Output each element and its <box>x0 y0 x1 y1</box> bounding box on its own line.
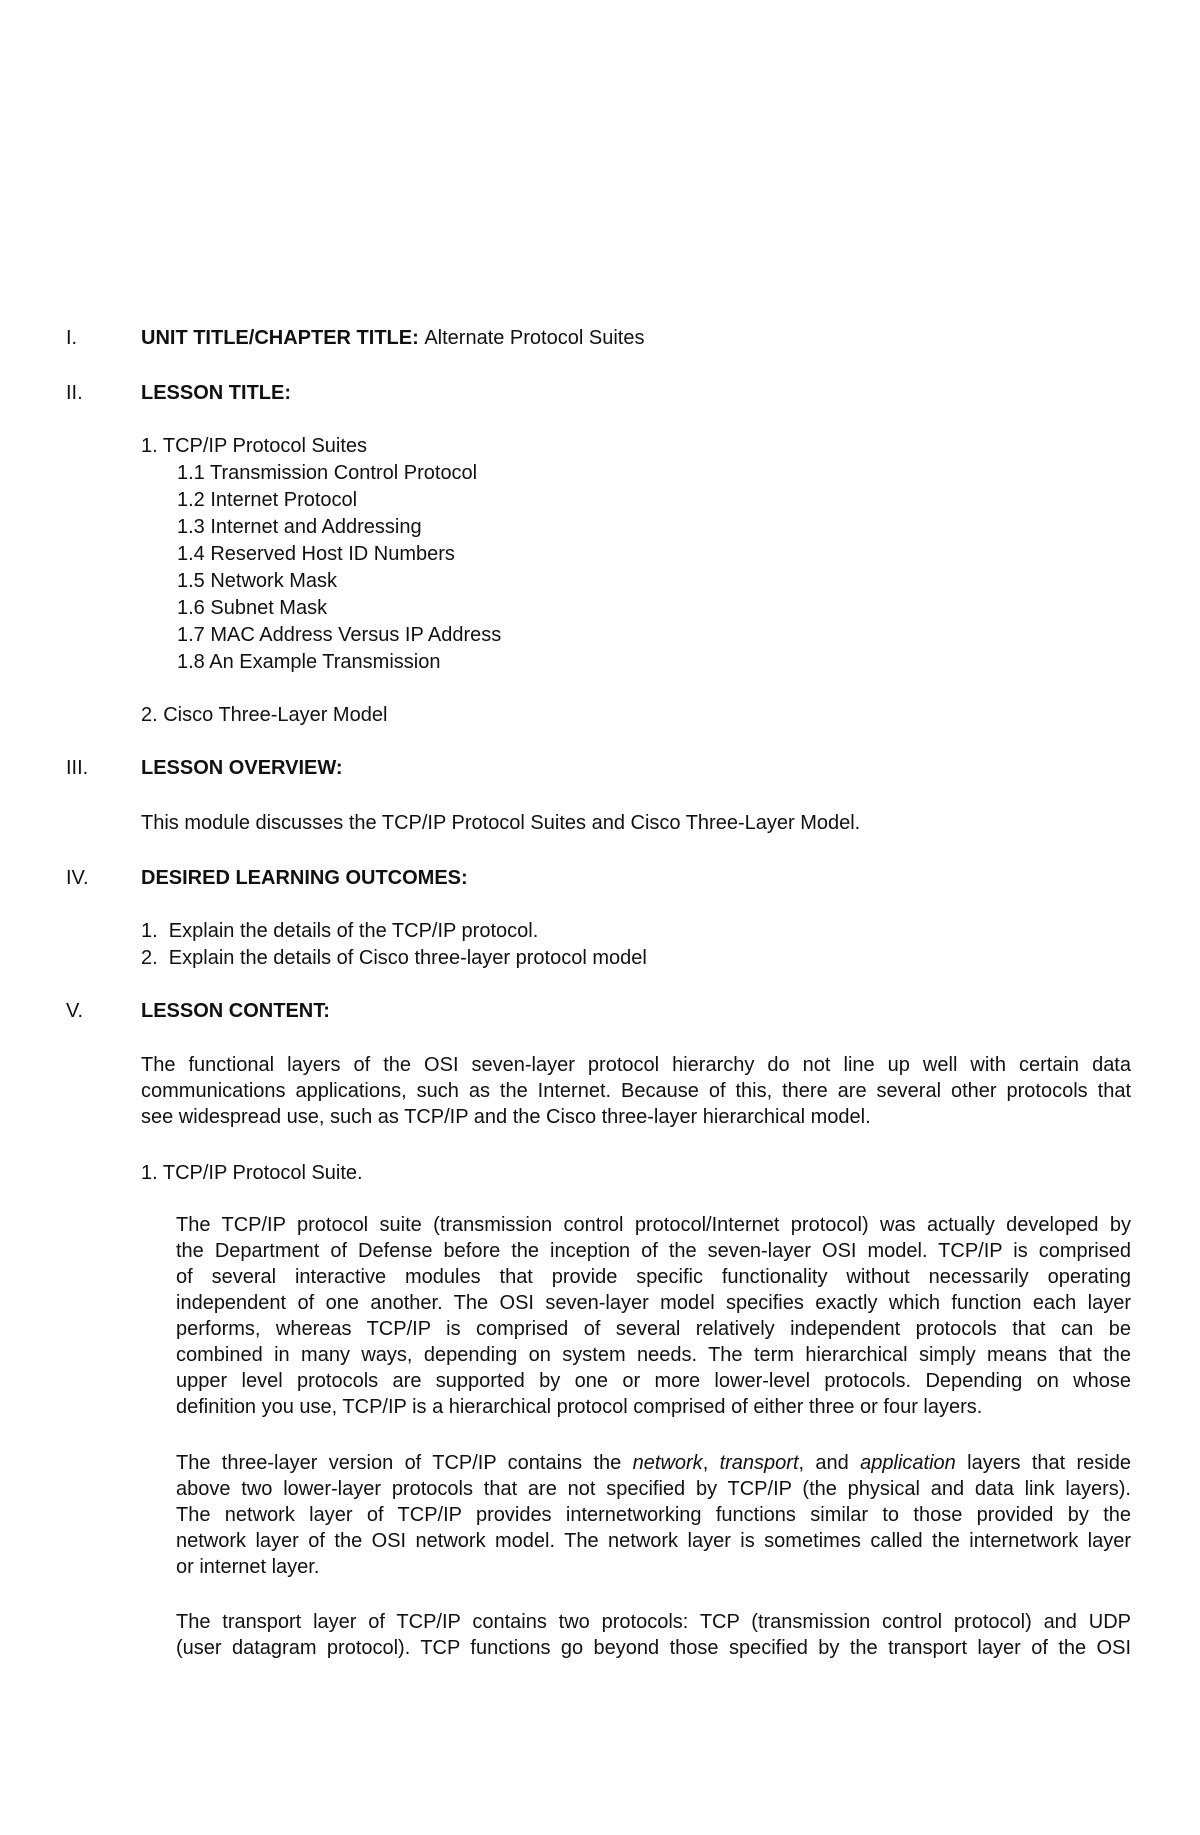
paragraph-line: communications applications, such as the Internet. Because of this, there are several other protocols that <box>141 1080 1131 1102</box>
italic-term: application <box>860 1452 956 1474</box>
heading-label: UNIT TITLE/CHAPTER TITLE: <box>141 327 419 349</box>
paragraph-line: definition you use, TCP/IP is a hierarchical protocol comprised of either three or four layers. <box>176 1396 983 1418</box>
text-run: The three-layer version of TCP/IP contains the <box>176 1452 633 1474</box>
overview-text: This module discusses the TCP/IP Protocol Suites and Cisco Three-Layer Model. <box>141 812 861 834</box>
section-numeral: II. <box>66 382 83 404</box>
paragraph-line: of several interactive modules that provide specific functionality without necessarily operating <box>176 1266 1131 1288</box>
text-run: , and <box>798 1452 861 1474</box>
section-heading: LESSON TITLE: <box>141 382 291 404</box>
lesson-item: 2. Cisco Three-Layer Model <box>141 704 388 726</box>
text-run: layers that reside <box>955 1452 1131 1474</box>
paragraph-line: or internet layer. <box>176 1556 320 1578</box>
unit-title-value: Alternate Protocol Suites <box>424 327 645 349</box>
section-heading: LESSON OVERVIEW: <box>141 757 343 779</box>
paragraph-line: see widespread use, such as TCP/IP and the Cisco three-layer hierarchical model. <box>141 1106 871 1128</box>
paragraph-line: network layer of the OSI network model. The network layer is sometimes called the internetwork layer <box>176 1530 1131 1552</box>
section-heading: DESIRED LEARNING OUTCOMES: <box>141 867 468 889</box>
content-intro-paragraph <box>141 1052 1131 1130</box>
section-numeral: IV. <box>66 867 89 889</box>
section-numeral: III. <box>66 757 89 779</box>
paragraph-line: (user datagram protocol). TCP functions go beyond those specified by the transport layer of the OSI <box>176 1637 1131 1659</box>
lesson-item: 1.2 Internet Protocol <box>177 489 358 511</box>
outcome-item: 2. Explain the details of Cisco three-layer protocol model <box>141 947 647 969</box>
paragraph-line: the Department of Defense before the inception of the seven-layer OSI model. TCP/IP is comprised <box>176 1240 1131 1262</box>
content-subheading: 1. TCP/IP Protocol Suite. <box>141 1162 363 1184</box>
paragraph-line: The functional layers of the OSI seven-layer protocol hierarchy do not line up well with certain data <box>141 1054 1131 1076</box>
section-heading: LESSON CONTENT: <box>141 1000 330 1022</box>
italic-term: network <box>632 1452 703 1474</box>
tcpip-paragraph-1 <box>176 1212 1131 1420</box>
section-numeral: I. <box>66 327 78 349</box>
paragraph-line: upper level protocols are supported by one or more lower-level protocols. Depending on whose <box>176 1370 1131 1392</box>
paragraph-line: combined in many ways, depending on system needs. The term hierarchical simply means that the <box>176 1344 1131 1366</box>
lesson-item: 1.8 An Example Transmission <box>177 651 441 673</box>
lesson-item: 1.6 Subnet Mask <box>177 597 328 619</box>
tcpip-paragraph-3 <box>176 1609 1131 1661</box>
paragraph-line: The TCP/IP protocol suite (transmission control protocol/Internet protocol) was actually developed by <box>176 1214 1131 1236</box>
lesson-item: 1.3 Internet and Addressing <box>177 516 422 538</box>
paragraph-line <box>176 1450 1131 1476</box>
section-numeral: V. <box>66 1000 84 1022</box>
lesson-item: 1.1 Transmission Control Protocol <box>177 462 478 484</box>
outcome-item: 1. Explain the details of the TCP/IP protocol. <box>141 920 539 942</box>
text-run: , <box>702 1452 720 1474</box>
section-heading <box>141 325 644 351</box>
lesson-item: 1. TCP/IP Protocol Suites <box>141 435 368 457</box>
italic-term: transport <box>719 1452 799 1474</box>
lesson-item: 1.4 Reserved Host ID Numbers <box>177 543 455 565</box>
lesson-item: 1.7 MAC Address Versus IP Address <box>177 624 502 646</box>
paragraph-line: performs, whereas TCP/IP is comprised of several relatively independent protocols that can be <box>176 1318 1131 1340</box>
lesson-item: 1.5 Network Mask <box>177 570 338 592</box>
paragraph-line: above two lower-layer protocols that are not specified by TCP/IP (the physical and data link layers). <box>176 1478 1131 1500</box>
paragraph-line: The transport layer of TCP/IP contains two protocols: TCP (transmission control protocol) and UDP <box>176 1611 1131 1633</box>
paragraph-line: The network layer of TCP/IP provides internetworking functions similar to those provided by the <box>176 1504 1131 1526</box>
tcpip-paragraph-2 <box>176 1450 1131 1580</box>
paragraph-line: independent of one another. The OSI seven-layer model specifies exactly which function each layer <box>176 1292 1131 1314</box>
